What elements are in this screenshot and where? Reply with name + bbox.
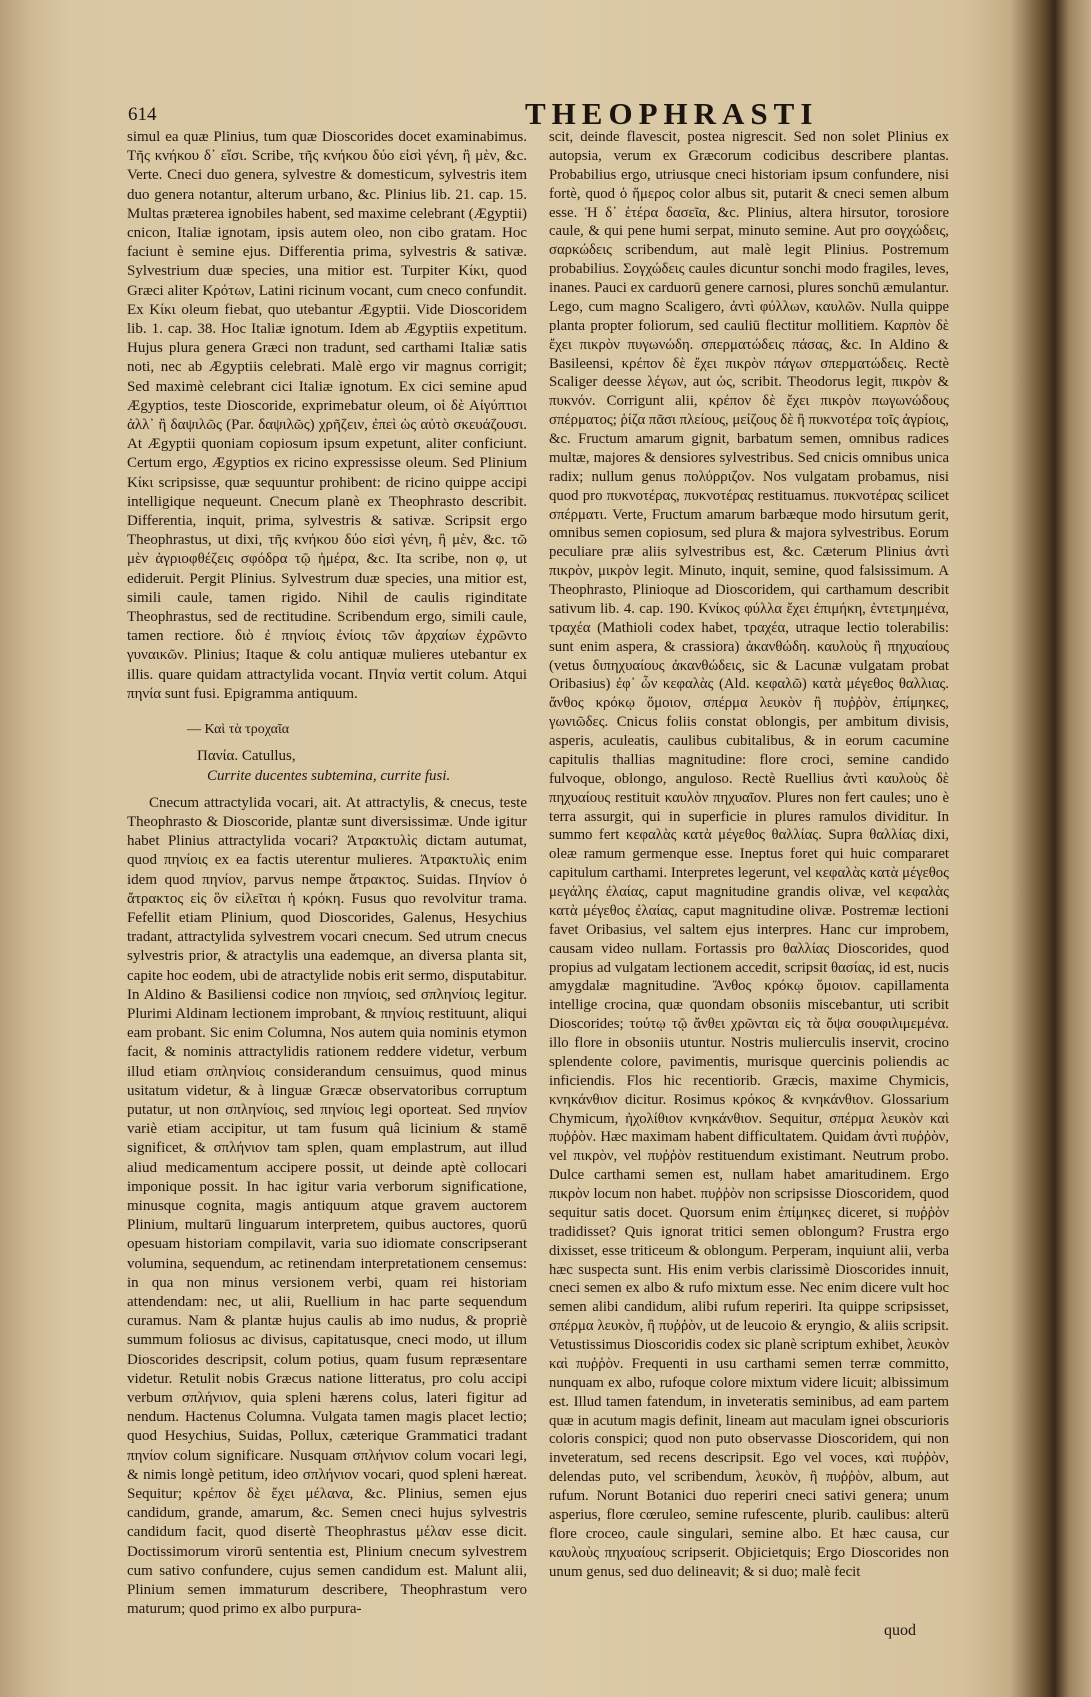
running-head: THEOPHRASTI (525, 96, 819, 131)
verse-attribution-line (197, 747, 527, 766)
left-paragraph-2: Cnecum attractylida vocari, ait. At attractylis, & cnecus, teste Theophrasto & Dioscoride, plantæ sunt diversissimæ. Unde igitur habet Plinius attractylida vocari? Ἀτρακτυλὶς dictam autumat, quod πηνίοις ex ea factis uterentur mulieres. Ἀτρακτυλὶς enim idem quod πηνίον, parvus nempe ἄτρακτος. Suidas. Πηνίον ὁ ἄτρακτος εἰς ὃν εἰλεῖται ἡ κρόκη. Fusus quo revolvitur trama. Fefellit etiam Plinium, quod Dioscorides, Galenus, Hesychius tradant, attractylida sylvestrem vocari cnecum. Sed utrum cnecus sylvestris prior, & atractylis una eademque, an diversa planta sit, capite hoc eodem, ubi de atractylide nobis erit sermo, disputabitur. In Aldino & Basiliensi codice non πηνίοις, sed σπληνίοις legitur. Plurimi Aldinam lectionem improbant, & πηνίοις restituunt, aliqui eam probant. Sic enim Columna, Nos autem quia nominis etymon facit, & nominis attractylidis rationem reddere videtur, verbum illud etiam σπληνίοις considerandum censuimus, quod minus usitatum videtur, & à linguæ Græcæ observatoribus corruptum putatur, ut non σπληνίοις, sed πηνίοις legi oporteat. Sed πηνίον variè etiam accipitur, ut tam fusum quâ licinium & stamē significet, & σπλήνιον tam splen, quam emplastrum, aut illud aliud medicamentum accipere possit, ut deinde aptè collocari imponique possit. In hac igitur varia verborum significatione, minusque cognita, magis antiquum atque gravem auctorem Plinium, multarū linguarum interpretem, quibus auctores, quorū opesuam historiam compilavit, varia suo idiomate conscripserant volumina, sequendum, ac retinendam interpretationem censemus: in qua non minus versionem verbi, quam rei historiam attendendam: nec, ut alii, Ruellium in hac parte sequendum curamus. Nam & plantæ hujus caulis ab imo nudus, & propriè summum foliosus ac divisus, capitatusque, cneci modo, ut illum Dioscorides descripsit, colum potius, quam fusum repræsentare videtur. Retulit nobis Græcus natione litteratus, pro colu accipi verbum σπλήνιον, quia spleni hærens colus, lateri figitur ad nendum. Hactenus Columna. Vulgata tamen magis placet lectio; quod Hesychius, Suidas, Pollux, cæterique Grammatici tradant πηνίον colum significare. Nusquam σπλήνιον colum vocari legi, & nimis longè petitum, ideo σπλήνιον vocari, quod spleni hæreat. Sequitur; κρέπον δὲ ἔχει μέλανα, &c. Plinius, semen ejus candidum, grande, amarum, &c. Semen cneci hujus sylvestris candidum facit, quod disertè Theophrastus μέλαν esse dicit. Doctissimorum virorū sententia est, Plinium cnecum sylvestrem cum sativo confundere, cujus semen candidum est. Malunt alii, Plinium semen immaturum describere, Theophrastum vero maturum; quod primo ex albo purpura- (127, 794, 527, 1618)
verse-greek: — Καὶ τὰ τροχαῖα (187, 722, 290, 738)
verse-greek-word: Πανία. (197, 748, 239, 765)
right-column (549, 128, 949, 1581)
right-paragraph-1: scit, deinde flavescit, postea nigrescit. Sed non solet Plinius ex autopsia, verum ex Græcorum codicibus describere plantas. Probabilius ergo, utriusque cneci historiam ipsum confundere, nisi fortè, quod ὁ ἥμερος color albus sit, putarit & cneci semen album esse. Ἡ δ᾽ ἑτέρα δασεῖα, &c. Plinius, altera hirsutor, torosiore caule, & qui pene humi serpat, minuto semine. Aut pro σογχώδεις, σαρκώδεις scribendum, aut malè legit Plinius. Postremum probabilius. Σογχώδεις caules dicuntur sonchi modo fragiles, leves, inanes. Pauci ex carduorū genere carnosi, plures sonchū æmulantur. Lego, cum magno Scaligero, ἀντὶ φύλλων, καυλῶν. Nulla quippe planta propter foliorum, sed cauliū flectitur mollitiem. Καρπὸν δὲ ἔχει πικρὸν πυγωνώδη. σπερματώδεις πάσας, &c. In Aldino & Basileensi, κρέπον δὲ ἔχει πικρὸν πάγων σπερματώδεις. Rectè Scaliger deesse λέγων, aut ὡς, scribit. Theodorus legit, πικρὸν & πυκνόν. Corrigunt alii, κρέπον δὲ ἔχει πικρὸν πωγωνώδους σπέρματος; ῥίζα πᾶσι πλείους, μείζους δὲ ἢ πυκνοτέρα τοῖς ἀγρίοις, &c. Fructum amarum gignit, barbatum semen, omnibus radices multæ, majores & densiores sylvestribus. Sed cnicis omnibus unica radix; nullum genus πολύρριζον. Nos vulgatam probamus, nisi quod pro πυκνοτέρας, πυκνοτέρας restituamus. πυκνοτέρας scilicet σπέρματι. Verte, Fructum amarum barbæque modo hirsutum gerit, omnibus semen copiosum, sed plura & majora sylvestribus. Eorum peculiare præ aliis sylvestribus est, &c. Cæterum Plinius ἀντὶ πικρὸν, μικρὸν legit. Minuto, inquit, semine, quod falsissimum. A Theophrasto, Plinioque ad Dioscoridem, qui carthamum describit sativum lib. 4. cap. 190. Κνίκος φύλλα ἔχει ἐπιμήκη, ἐντετμημένα, τραχέα (Mathioli codex habet, τραχέα, utraque lectio tolerabilis: sunt enim aspera, & crassiora) ἀκανθώδη. καυλοὺς ἢ πηχυαίους (vetus διπηχυαίους ἀκανθώδεις, sic & Lacunæ vulgatam probat Oribasius) ἐφ᾽ ὧν κεφαλὰς (Ald. κεφαλῶ) κατὰ μέγεθος θαλλιας. ἄνθος κρόκῳ ὅμοιον, σπέρμα λευκὸν ἢ πυῤῥὸν, ἐπίμηκες, γωνιῶδες. Cnicus foliis constat oblongis, per ambitum divisis, asperis, aculeatis, caulibus cubitalibus, & in eorum cacumine capitulis thallias magnitudine: flore croci, semine candido fulvoque, oblongo, anguloso. Rectè Ruellius ἀντὶ καυλοὺς δὲ πηχυαίους restituit καυλὸν πηχυαῖον. Plures non fert caules; uno è terra assurgit, qui in superficie in plures ramulos dividitur. In summo fert κεφαλὰς κατὰ μέγεθος θαλλίας. Supra θαλλίας dixi, oleæ ramum germenque esse. Ineptus foret qui huic compararet capitulum carthami. Interpretes legerunt, vel κεφαλὰς κατὰ μέγεθος μεγάλης ἐλαίας, caput magnitudine grandis olivæ, vel κεφαλὰς κατὰ μέγεθος ἐλαίας, caput magnitudine olivæ. Postremæ lectioni favet Oribasius, vel saltem ejus interpres. Hanc cur improbem, causam video nullam. Fortassis pro θαλλίας Dioscorides, quod propius ad vulgatam lectionem accedit, scripsit θασίας, id est, nucis amygdalæ magnitudine. Ἄνθος κρόκῳ ὅμοιον. capillamenta intellige crocina, quæ quondam obsoniis miscebantur, uti scribit Dioscorides; τούτῳ τῷ ἄνθει χρῶνται εἰς τὰ ὄψα σουφιλιμεμένα. illo flore in obsoniis utuntur. Nostris mulierculis inservit, crocino splendente colore, pavimentis, murisque quercinis poliendis ac inficiendis. Flos hic recentiorib. Græcis, maxime Chymicis, κνηκάνθιον dicitur. Rosimus κρόκος & κνηκάνθιον. Glossarium Chymicum, ἠχολίθιον κνηκάνθιον. Sequitur, σπέρμα λευκὸν καὶ πυῤῥὸν. Hæc maximam habent difficultatem. Quidam ἀντὶ πυῤῥὸν, vel πικρὸν, vel πυῤῥὸν restituendum existimant. Neutrum probo. Dulce carthami semen est, nullam habet amaritudinem. Ergo πικρὸν locum non habet. πυῤῥὸν non scripsisse Dioscoridem, quod sequitur satis docet. Quorsum enim ἐπίμηκες diceret, si πυῤῥὸν tradidisset? Quis ignorat tritici semen oblongum? Frustra ergo dixisset, esse triticeum & oblongum. Perperam, inquiunt alii, verba hæc suspecta sunt. His enim verbis clarissimè Dioscorides innuit, cneci semen ex albo & rufo mixtum esse. Nec enim dicere vult hoc semen alibi candidum, alibi rufum reperiri. Ita quippe scripsisset, σπέρμα λευκὸν, ἢ πυῤῥὸν, ut de leucoio & eryngio, & aliis scripsit. Vetustissimus Dioscoridis codex sic planè scriptum exhibet, λευκὸν καὶ πυῤῥὸν. Frequenti in usu carthami semen terræ committo, nunquam ex albo, rufoque colore mixtum videre licuit; albissimum est. Illud tamen fatendum, in inveteratis seminibus, ad eam partem quæ in acutum magis definit, lineam aut maculam ignei obscurioris coloris conspici; quod non puto observasse Dioscoridem, qui non inveteratum, sed recens descripsit. Ego vel voces, καὶ πυῤῥὸν, delendas puto, vel scribendum, λευκὸν, ἢ πυῤῥὸν, album, aut rufum. Norunt Botanici duo reperiri cneci sativi genera; unum asperius, flore cœruleo, semine rufescente, plurib. caulibus: alterū flore croceo, caule singulari, semine albo. Et hæc causa, cur καυλοὺς πηχυαίους scripserit. Objicietquis; Ergo Dioscorides non unum genus, sed duo delineavit; & si duo; malè fecit (549, 129, 949, 1580)
verse-latin: Currite ducentes subtemina, currite fusi. (207, 767, 451, 784)
page-header (120, 98, 980, 132)
left-column (127, 128, 527, 1619)
page-edge (1055, 0, 1091, 1697)
left-paragraph-1: simul ea quæ Plinius, tum quæ Dioscorides docet examinabimus. Τῆς κνήκου δ᾽ εἴσι. Scribe, τῆς κνήκου δύο εἰσὶ γένη, ἢ μὲν, &c. Verte. Cneci duo genera, sylvestre & domesticum, sylvestris item duo genera notantur, alterum urbano, &c. Plinius lib. 21. cap. 15. Multas præterea ignobiles habent, sed maxime celebrant (Ægyptii) cnicon, Italiæ ignotam, ipsis autem oleo, non cibo gratam. Hoc faciunt è semine ejus. Differentia prima, sylvestris & sativæ. Sylvestrium duæ species, una mitior est. Turpiter Κίκι, quod Græci aliter Κρότων, Latini ricinum vocant, cum cneco confundit. Ex Κίκι oleum fiebat, quo utebantur Ægyptii. Vide Dioscoridem lib. 1. cap. 38. Hoc Italiæ ignotum. Idem ab Ægyptiis expetitum. Hujus plura genera Græci non tradunt, sed carthami Italiæ satis noti, nec ab Ægyptiis celebrati. Malè ergo vir magnus corrigit; Sed maximè celebrant cici Italiæ ignotum. Ex cici semine apud Ægyptios, teste Dioscoride, exprimebatur oleum, οἱ δὲ Αἰγύπτιοι ἀλλ᾽ ἢ δαψιλῶς (Par. δαψιλῶς) χρῆζειν, ἐπεὶ ὡς αὐτὸ σκευάζουσι. At Ægyptii quoniam copiosum ipsum expetunt, aliter conficiunt. Certum ergo, Ægyptios ex ricino expressisse oleum. Sed Plinium Κίκι scripsisse, quæ sequuntur prohibent: de ricino quippe accipi intelligique nequeunt. Cnecum planè ex Theophrasto describit. Differentia, inquit, prima, sylvestris & sativæ. Scripsit ergo Theophrastus, ut dixi, τῆς κνήκου δύο εἰσὶ γένη, ἢ μὲν, &c. τῶ μὲν ἀγριοφθέζεις σφόδρα τῷ ἡμέρα, &c. Ita scribe, non φ, ut edideruit. Pergit Plinius. Sylvestrum duæ species, una mitior est, simili caule, tamen rigido. Nihil de caulis riginditate Theophrastus, sed de rectitudine. Scribendum ergo, simili caule, tamen rectiore. διὸ ἐ πηνίοις ἐνίοις τῶν ἀρχαίων ἐχρῶντο γυναικῶν. Plinius; Itaque & colu antiquæ mulieres utebantur ex illis. quare quidam attractylida vocant. Πηνία vertit colum. Atqui πηνία sunt fusi. Epigramma antiquum. (127, 129, 527, 702)
catchword: quod (884, 1622, 916, 1639)
verse-author: Catullus, (241, 748, 296, 765)
folio-number: 614 (128, 104, 157, 125)
